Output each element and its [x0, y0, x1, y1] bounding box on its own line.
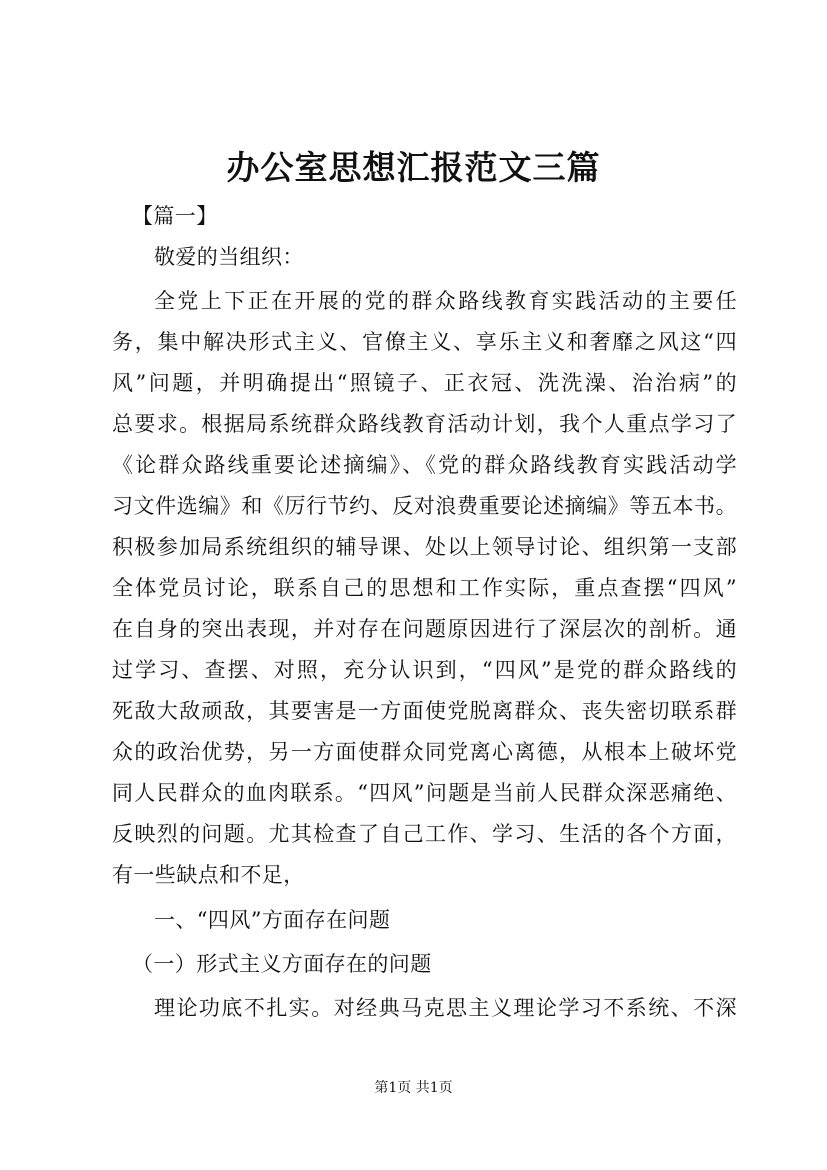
paragraph-line: 理论功底不扎实。对经典马克思主义理论学习不系统、不深	[154, 996, 737, 1020]
paragraph-line: 积极参加局系统组织的辅导课、处以上领导讨论、组织第一支部	[112, 535, 737, 559]
paragraph-line: 同人民群众的血肉联系。“四风”问题是当前人民群众深恶痛绝、	[112, 781, 737, 805]
section-heading-1: 【篇一】	[132, 204, 218, 228]
subsection-heading: （一）形式主义方面存在的问题	[132, 952, 432, 976]
paragraph-line: 习文件选编》和《厉行节约、反对浪费重要论述摘编》等五本书。	[112, 494, 737, 518]
paragraph-line: 众的政治优势，另一方面使群众同党离心离德，从根本上破坏党	[112, 740, 737, 764]
paragraph-line: 风”问题，并明确提出“照镜子、正衣冠、洗洗澡、治治病”的	[112, 371, 737, 395]
paragraph-line: 过学习、查摆、对照，充分认识到，“四风”是党的群众路线的	[112, 658, 737, 682]
paragraph-line: 有一些缺点和不足，	[112, 863, 305, 887]
paragraph-line: 死敌大敌顽敌，其要害是一方面使党脱离群众、丧失密切联系群	[112, 699, 737, 723]
paragraph-line: 总要求。根据局系统群众路线教育活动计划，我个人重点学习了	[112, 412, 737, 436]
page-footer: 第1页 共1页	[374, 1080, 453, 1096]
paragraph-line: 全体党员讨论，联系自己的思想和工作实际，重点查摆“四风”	[112, 576, 737, 600]
document-title: 办公室思想汇报范文三篇	[226, 148, 601, 187]
paragraph-line: 务，集中解决形式主义、官僚主义、享乐主义和奢靡之风这“四	[112, 330, 737, 354]
paragraph-line: 《论群众路线重要论述摘编》、《党的群众路线教育实践活动学	[112, 453, 737, 477]
paragraph-line: 全党上下正在开展的党的群众路线教育实践活动的主要任	[154, 289, 737, 313]
section-heading-2: 一、“四风”方面存在问题	[154, 908, 391, 932]
salutation: 敬爱的当组织：	[154, 245, 304, 269]
paragraph-line: 反映烈的问题。尤其检查了自己工作、学习、生活的各个方面，	[112, 822, 737, 846]
paragraph-line: 在自身的突出表现，并对存在问题原因进行了深层次的剖析。通	[112, 617, 737, 641]
